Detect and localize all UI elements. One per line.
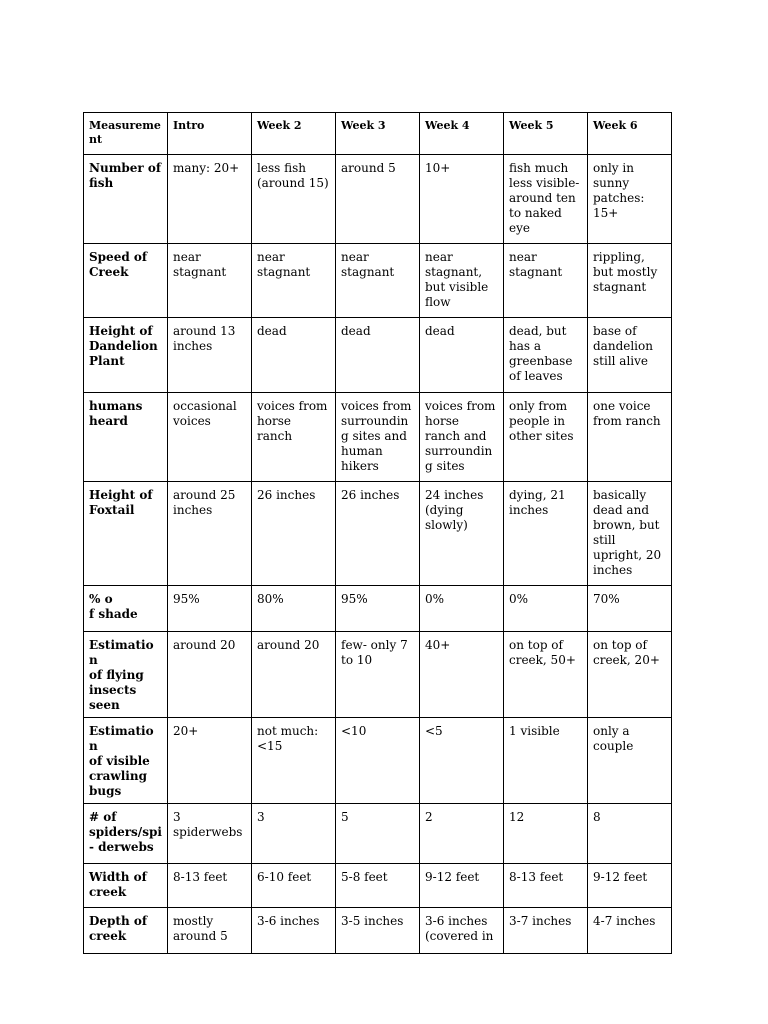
row-header-cell: # of spiders/spi - derwebs xyxy=(84,804,168,864)
table-cell: basically dead and brown, but still upright, 20 inches xyxy=(588,482,672,586)
table-cell: dead, but has a greenbase of leaves xyxy=(504,318,588,393)
table-cell: 95% xyxy=(336,586,420,632)
table-cell: voices from surroundin g sites and human hikers xyxy=(336,393,420,482)
table-cell: mostly around 5 xyxy=(168,908,252,954)
table-cell: 40+ xyxy=(420,632,504,718)
table-cell: around 13 inches xyxy=(168,318,252,393)
row-header-cell: Depth of creek xyxy=(84,908,168,954)
table-cell: only in sunny patches: 15+ xyxy=(588,155,672,244)
table-cell: around 20 xyxy=(252,632,336,718)
table-cell: dead xyxy=(336,318,420,393)
header-cell-week-2: Week 2 xyxy=(252,113,336,155)
table-row-width-of-creek xyxy=(84,864,672,908)
table-cell: 3-7 inches xyxy=(504,908,588,954)
table-cell: 80% xyxy=(252,586,336,632)
table-cell: dead xyxy=(420,318,504,393)
row-header-cell: Number of fish xyxy=(84,155,168,244)
table-cell: 70% xyxy=(588,586,672,632)
table-row-number-of-fish xyxy=(84,155,672,244)
table-cell: 2 xyxy=(420,804,504,864)
table-cell: 3-5 inches xyxy=(336,908,420,954)
table-cell: only from people in other sites xyxy=(504,393,588,482)
row-header-cell: Width of creek xyxy=(84,864,168,908)
table-cell: 0% xyxy=(504,586,588,632)
table-cell: many: 20+ xyxy=(168,155,252,244)
table-cell: on top of creek, 20+ xyxy=(588,632,672,718)
table-cell: 8 xyxy=(588,804,672,864)
header-cell-week-6: Week 6 xyxy=(588,113,672,155)
table-cell: 8-13 feet xyxy=(504,864,588,908)
row-header-cell: Speed of Creek xyxy=(84,244,168,318)
table-cell: voices from horse ranch and surroundin g sites xyxy=(420,393,504,482)
table-cell: 3 xyxy=(252,804,336,864)
table-cell: rippling, but mostly stagnant xyxy=(588,244,672,318)
table-cell: 95% xyxy=(168,586,252,632)
row-header-cell: % o f shade xyxy=(84,586,168,632)
table-cell: 20+ xyxy=(168,718,252,804)
observation-table xyxy=(83,112,672,954)
table-cell: few- only 7 to 10 xyxy=(336,632,420,718)
table-cell: 0% xyxy=(420,586,504,632)
table-cell: 5-8 feet xyxy=(336,864,420,908)
header-cell-week-5: Week 5 xyxy=(504,113,588,155)
table-cell: 4-7 inches xyxy=(588,908,672,954)
table-cell: on top of creek, 50+ xyxy=(504,632,588,718)
table-cell: occasional voices xyxy=(168,393,252,482)
row-header-cell: humans heard xyxy=(84,393,168,482)
table-cell: 8-13 feet xyxy=(168,864,252,908)
table-cell: 24 inches (dying slowly) xyxy=(420,482,504,586)
table-cell: 5 xyxy=(336,804,420,864)
table-cell: 26 inches xyxy=(336,482,420,586)
header-cell-week-3: Week 3 xyxy=(336,113,420,155)
table-cell: 9-12 feet xyxy=(420,864,504,908)
table-cell: near stagnant xyxy=(252,244,336,318)
row-header-cell: Estimation of visible crawling bugs xyxy=(84,718,168,804)
table-row-speed-of-creek xyxy=(84,244,672,318)
table-cell: 12 xyxy=(504,804,588,864)
header-cell-intro: Intro xyxy=(168,113,252,155)
table-cell: 26 inches xyxy=(252,482,336,586)
table-cell: around 5 xyxy=(336,155,420,244)
table-cell: <10 xyxy=(336,718,420,804)
header-row xyxy=(84,113,672,155)
table-row-flying-insects xyxy=(84,632,672,718)
table-cell: 3-6 inches (covered in xyxy=(420,908,504,954)
table-row-percent-shade xyxy=(84,586,672,632)
table-cell: near stagnant, but visible flow xyxy=(420,244,504,318)
table-row-height-of-foxtail xyxy=(84,482,672,586)
table-row-depth-of-creek xyxy=(84,908,672,954)
table-cell: base of dandelion still alive xyxy=(588,318,672,393)
table-row-crawling-bugs xyxy=(84,718,672,804)
table-cell: fish much less visible- around ten to naked eye xyxy=(504,155,588,244)
table-cell: one voice from ranch xyxy=(588,393,672,482)
table-cell: not much: <15 xyxy=(252,718,336,804)
header-cell-week-4: Week 4 xyxy=(420,113,504,155)
table-cell: <5 xyxy=(420,718,504,804)
table-row-spiders xyxy=(84,804,672,864)
table-cell: around 25 inches xyxy=(168,482,252,586)
row-header-cell: Height of Foxtail xyxy=(84,482,168,586)
table-row-humans-heard xyxy=(84,393,672,482)
table-cell: around 20 xyxy=(168,632,252,718)
table-cell: near stagnant xyxy=(504,244,588,318)
table-cell: 9-12 feet xyxy=(588,864,672,908)
table-cell: 1 visible xyxy=(504,718,588,804)
table-cell: near stagnant xyxy=(336,244,420,318)
table-cell: dying, 21 inches xyxy=(504,482,588,586)
table-cell: dead xyxy=(252,318,336,393)
table-cell: 3-6 inches xyxy=(252,908,336,954)
row-header-cell: Height of Dandelion Plant xyxy=(84,318,168,393)
header-cell-measurement: Measureme nt xyxy=(84,113,168,155)
table-cell: only a couple xyxy=(588,718,672,804)
table-cell: 6-10 feet xyxy=(252,864,336,908)
table-cell: 3 spiderwebs xyxy=(168,804,252,864)
table-cell: 10+ xyxy=(420,155,504,244)
table-cell: near stagnant xyxy=(168,244,252,318)
table-cell: less fish (around 15) xyxy=(252,155,336,244)
table-cell: voices from horse ranch xyxy=(252,393,336,482)
row-header-cell: Estimation of flying insects seen xyxy=(84,632,168,718)
table-row-height-of-dandelion xyxy=(84,318,672,393)
